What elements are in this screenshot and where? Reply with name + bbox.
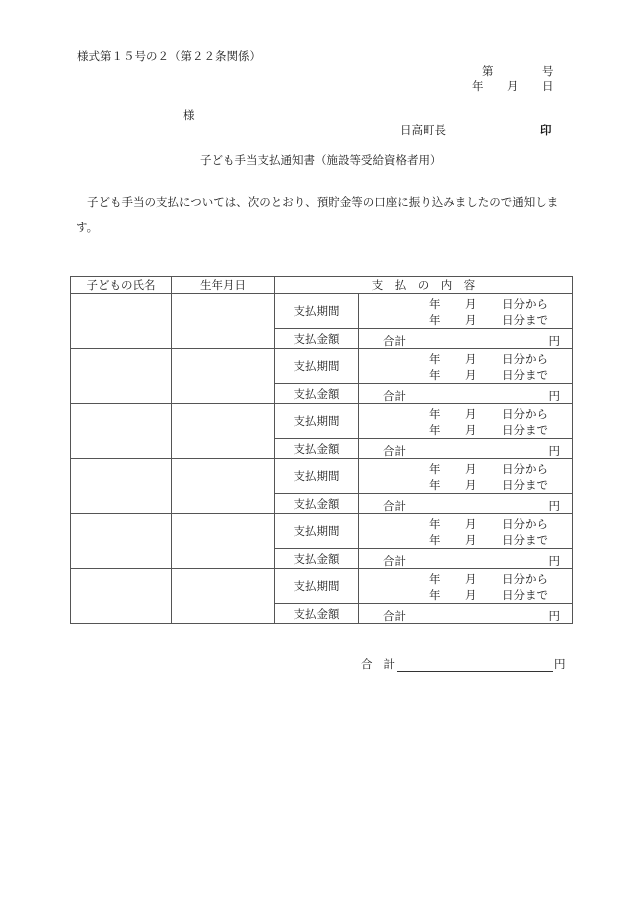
to-day-label: 日分まで [502,478,548,492]
child-name-cell[interactable] [71,459,172,514]
to-year-label: 年 [429,533,441,547]
to-month-label: 月 [465,533,477,547]
to-year-label: 年 [429,588,441,602]
payment-period-cell[interactable] [359,349,573,384]
payment-period-label: 支払期間 [275,404,359,439]
child-name-cell[interactable] [71,404,172,459]
period-from-line [359,405,572,421]
period-to-line [359,421,572,437]
payment-period-label: 支払期間 [275,569,359,604]
payment-amount-label: 支払金額 [275,494,359,514]
seal-mark: 印 [540,123,552,137]
to-day-label: 日分まで [502,588,548,602]
payment-period-cell[interactable] [359,404,573,439]
to-year-label: 年 [429,478,441,492]
yen-label: 円 [548,444,560,458]
from-year-label: 年 [429,462,441,476]
period-from-line [359,515,572,531]
table-row [71,569,573,604]
payment-period-label: 支払期間 [275,294,359,329]
header-birth-date: 生年月日 [172,277,275,294]
from-month-label: 月 [465,297,477,311]
form-number: 様式第１５号の２（第２２条関係） [77,49,261,63]
payment-period-cell[interactable] [359,294,573,329]
payment-period-cell[interactable] [359,514,573,549]
to-day-label: 日分まで [502,313,548,327]
header-payment-details: 支 払 の 内 容 [275,277,573,294]
payment-amount-cell[interactable] [359,604,573,624]
payment-amount-label: 支払金額 [275,439,359,459]
payment-table [70,276,573,624]
from-year-label: 年 [429,517,441,531]
payment-amount-label: 支払金額 [275,384,359,404]
to-day-label: 日分まで [502,423,548,437]
issuer-name: 日高町長 [400,123,446,137]
grand-total-input[interactable] [397,671,553,672]
birth-date-cell[interactable] [172,294,275,349]
from-month-label: 月 [465,462,477,476]
to-month-label: 月 [465,313,477,327]
birth-date-cell[interactable] [172,459,275,514]
period-to-line [359,476,572,492]
payment-amount-cell[interactable] [359,439,573,459]
child-name-cell[interactable] [71,514,172,569]
yen-label: 円 [548,554,560,568]
date-year: 年 [472,79,484,93]
from-month-label: 月 [465,572,477,586]
payment-table-body [71,294,573,624]
table-row [71,349,573,384]
to-month-label: 月 [465,588,477,602]
child-name-cell[interactable] [71,349,172,404]
payment-amount-label: 支払金額 [275,549,359,569]
from-day-label: 日分から [502,572,548,586]
from-day-label: 日分から [502,352,548,366]
from-month-label: 月 [465,517,477,531]
period-from-line [359,570,572,586]
payment-amount-label: 支払金額 [275,329,359,349]
birth-date-cell[interactable] [172,569,275,624]
period-to-line [359,311,572,327]
birth-date-cell[interactable] [172,404,275,459]
table-row [71,404,573,439]
from-day-label: 日分から [502,407,548,421]
payment-amount-cell[interactable] [359,549,573,569]
yen-label: 円 [548,389,560,403]
date-month: 月 [507,79,519,93]
period-to-line [359,531,572,547]
to-year-label: 年 [429,368,441,382]
payment-period-cell[interactable] [359,459,573,494]
from-day-label: 日分から [502,517,548,531]
from-year-label: 年 [429,352,441,366]
from-year-label: 年 [429,297,441,311]
period-from-line [359,460,572,476]
date-day: 日 [542,79,554,93]
to-month-label: 月 [465,478,477,492]
document-number-suffix: 号 [542,64,554,78]
payment-amount-cell[interactable] [359,384,573,404]
to-year-label: 年 [429,313,441,327]
payment-amount-label: 支払金額 [275,604,359,624]
grand-total-label: 合計 [361,657,406,671]
yen-label: 円 [548,334,560,348]
document-number-prefix: 第 [482,64,494,78]
yen-label: 円 [548,499,560,513]
to-month-label: 月 [465,368,477,382]
subtotal-label: 合計 [383,499,406,513]
from-month-label: 月 [465,352,477,366]
period-from-line [359,295,572,311]
table-row [71,459,573,494]
from-month-label: 月 [465,407,477,421]
subtotal-label: 合計 [383,334,406,348]
period-to-line [359,366,572,382]
birth-date-cell[interactable] [172,349,275,404]
payment-amount-cell[interactable] [359,329,573,349]
subtotal-label: 合計 [383,554,406,568]
payment-period-label: 支払期間 [275,514,359,549]
to-year-label: 年 [429,423,441,437]
table-row [71,514,573,549]
payment-period-label: 支払期間 [275,349,359,384]
subtotal-label: 合計 [383,609,406,623]
document-title: 子ども手当支払通知書（施設等受給資格者用） [200,153,442,167]
to-day-label: 日分まで [502,533,548,547]
from-day-label: 日分から [502,462,548,476]
grand-total-yen: 円 [554,657,566,671]
from-year-label: 年 [429,572,441,586]
payment-period-label: 支払期間 [275,459,359,494]
table-row [71,294,573,329]
from-day-label: 日分から [502,297,548,311]
notice-body-text: 子ども手当の支払については、次のとおり、預貯金等の口座に振り込みましたので通知します。 [76,195,559,234]
child-name-cell[interactable] [71,294,172,349]
period-to-line [359,586,572,602]
yen-label: 円 [548,609,560,623]
child-name-cell[interactable] [71,569,172,624]
to-day-label: 日分まで [502,368,548,382]
birth-date-cell[interactable] [172,514,275,569]
from-year-label: 年 [429,407,441,421]
subtotal-label: 合計 [383,389,406,403]
subtotal-label: 合計 [383,444,406,458]
addressee-suffix: 様 [183,108,195,122]
to-month-label: 月 [465,423,477,437]
period-from-line [359,350,572,366]
header-child-name: 子どもの氏名 [71,277,172,294]
payment-amount-cell[interactable] [359,494,573,514]
payment-period-cell[interactable] [359,569,573,604]
